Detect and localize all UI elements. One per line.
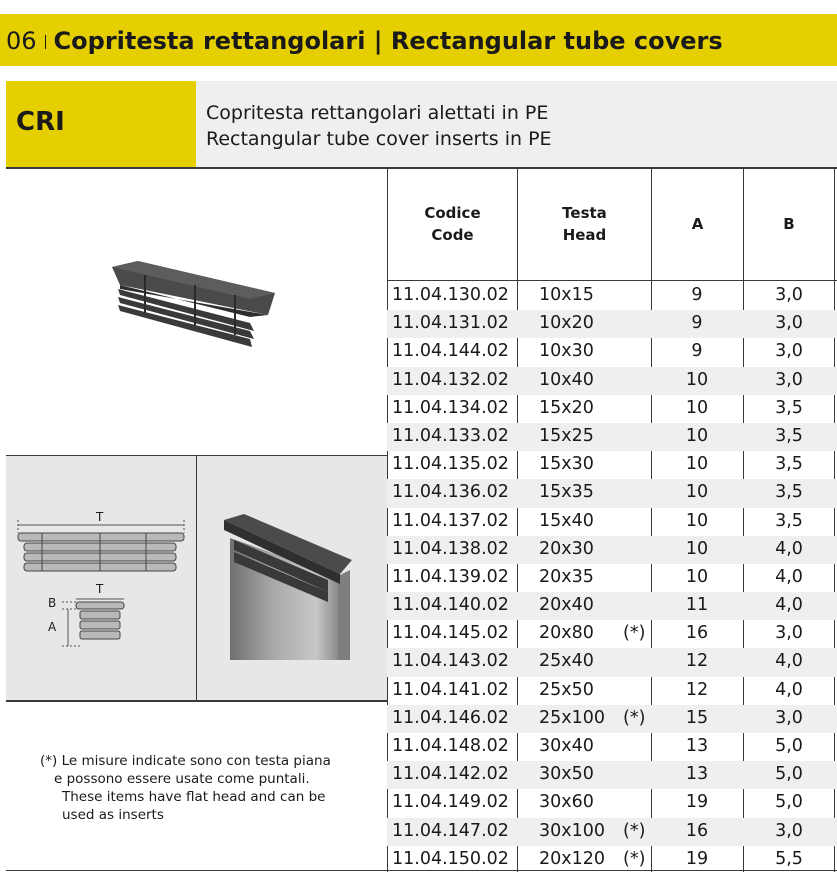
- cell-a: 16: [685, 623, 709, 644]
- cell-head: 30x40: [539, 736, 594, 756]
- table-row: [387, 818, 837, 846]
- footnote: [40, 752, 360, 824]
- table-row: [387, 648, 837, 676]
- cell-head: 10x15: [539, 285, 594, 305]
- table-row: [387, 479, 837, 507]
- cell-b: 4,0: [775, 595, 803, 616]
- header-bottom-rule: [387, 280, 837, 281]
- cell-head: 10x40: [539, 369, 594, 390]
- table-row: [387, 367, 837, 395]
- cell-head: 20x35: [539, 566, 594, 587]
- table-row: [387, 536, 837, 564]
- footnote-line-4: used as inserts: [62, 807, 164, 823]
- cell-b: 3,0: [775, 341, 803, 362]
- cell-a: 10: [685, 397, 709, 418]
- cell-code: 11.04.134.02: [392, 397, 509, 418]
- table-row: [387, 620, 837, 648]
- cell-b: 3,5: [775, 425, 803, 446]
- cell-head: 20x80: [539, 623, 594, 644]
- table-body: [387, 282, 837, 874]
- cell-a: 9: [691, 341, 703, 362]
- technical-drawing: [6, 505, 196, 655]
- cell-b: 5,0: [775, 792, 803, 813]
- footnote-line-2: e possono essere usate come puntali.: [54, 771, 310, 787]
- cell-b: 3,5: [775, 397, 803, 418]
- table-row: [387, 423, 837, 451]
- header-a: A: [691, 215, 704, 233]
- cell-b: 3,0: [775, 623, 803, 644]
- cell-code: 11.04.143.02: [392, 651, 509, 672]
- cell-a: 9: [691, 285, 703, 305]
- cell-head: 25x50: [539, 679, 594, 700]
- header-head: [518, 168, 651, 280]
- cell-flat-head-mark: (*): [623, 707, 646, 728]
- cell-b: 3,0: [775, 820, 803, 841]
- cell-a: 15: [685, 707, 709, 728]
- cell-b: 5,5: [775, 848, 803, 869]
- drawing-divider: [196, 455, 197, 701]
- footnote-line-3: These items have flat head and can be: [62, 789, 326, 805]
- cell-code: 11.04.136.02: [392, 482, 509, 503]
- table-row: [387, 677, 837, 705]
- cell-a: 10: [685, 538, 709, 559]
- header-code-en: Code: [431, 226, 474, 244]
- cell-code: 11.04.148.02: [392, 736, 509, 756]
- cell-code: 11.04.144.02: [392, 341, 509, 362]
- cell-b: 3,5: [775, 482, 803, 503]
- table-row: [387, 789, 837, 817]
- cell-b: 4,0: [775, 679, 803, 700]
- cell-head: 20x30: [539, 538, 594, 559]
- section-heading: Copritesta rettangolari | Rectangular tube covers: [53, 27, 723, 55]
- cell-a: 10: [685, 454, 709, 475]
- cell-a: 10: [685, 482, 709, 503]
- cell-head: 20x40: [539, 595, 594, 616]
- product-code-box: [6, 81, 196, 167]
- header-b: B: [783, 215, 795, 233]
- cell-a: 12: [685, 651, 709, 672]
- table-row: [387, 395, 837, 423]
- cell-code: 11.04.147.02: [392, 820, 509, 841]
- cell-b: 5,0: [775, 736, 803, 756]
- cell-b: 4,0: [775, 651, 803, 672]
- product-description: [206, 100, 552, 152]
- section-banner: [0, 14, 837, 66]
- table-row: [387, 310, 837, 338]
- header-head-en: Head: [562, 226, 607, 244]
- cell-a: 13: [685, 736, 709, 756]
- cell-code: 11.04.130.02: [392, 285, 509, 305]
- table-row: [387, 338, 837, 366]
- dimension-label-t-top: T: [96, 510, 104, 524]
- cell-code: 11.04.141.02: [392, 679, 509, 700]
- product-photo-top: [100, 255, 290, 355]
- footnote-line-1: (*) Le misure indicate sono con testa piana: [40, 753, 331, 769]
- cell-a: 10: [685, 369, 709, 390]
- section-number: 06: [6, 27, 37, 55]
- cell-code: 11.04.135.02: [392, 454, 509, 475]
- cell-head: 25x40: [539, 651, 594, 672]
- panel-bottom-rule: [6, 700, 387, 701]
- cell-head: 15x30: [539, 454, 594, 475]
- cell-code: 11.04.145.02: [392, 623, 509, 644]
- cell-code: 11.04.149.02: [392, 792, 509, 813]
- description-italian: Copritesta rettangolari alettati in PE: [206, 102, 549, 124]
- cell-code: 11.04.150.02: [392, 848, 509, 869]
- cell-head: 30x60: [539, 792, 594, 813]
- cell-code: 11.04.133.02: [392, 425, 509, 446]
- cell-a: 19: [685, 792, 709, 813]
- header-head-it: Testa: [562, 204, 607, 222]
- cell-a: 10: [685, 425, 709, 446]
- table-row: [387, 592, 837, 620]
- cell-b: 3,0: [775, 707, 803, 728]
- cell-head: 30x100: [539, 820, 606, 841]
- cell-head: 15x25: [539, 425, 594, 446]
- product-photo-installed: [210, 510, 370, 660]
- cell-head: 15x20: [539, 397, 594, 418]
- cell-b: 5,0: [775, 764, 803, 785]
- cell-b: 3,5: [775, 510, 803, 531]
- cell-flat-head-mark: (*): [623, 623, 646, 644]
- cell-a: 9: [691, 313, 703, 334]
- dimension-label-b: B: [48, 596, 57, 610]
- cell-head: 15x40: [539, 510, 594, 531]
- cell-code: 11.04.139.02: [392, 566, 509, 587]
- table-row: [387, 508, 837, 536]
- title-separator: [45, 35, 46, 49]
- cell-head: 15x35: [539, 482, 594, 503]
- cell-a: 10: [685, 510, 709, 531]
- header-code: [388, 168, 517, 280]
- table-row: [387, 282, 837, 310]
- table-row: [387, 451, 837, 479]
- cell-code: 11.04.137.02: [392, 510, 509, 531]
- table-row: [387, 564, 837, 592]
- cell-head: 25x100: [539, 707, 606, 728]
- cell-code: 11.04.146.02: [392, 707, 509, 728]
- cell-a: 12: [685, 679, 709, 700]
- cell-code: 11.04.131.02: [392, 313, 509, 334]
- description-english: Rectangular tube cover inserts in PE: [206, 128, 552, 150]
- table-row: [387, 846, 837, 874]
- cell-head: 10x20: [539, 313, 594, 334]
- cell-flat-head-mark: (*): [623, 848, 646, 869]
- header-code-it: Codice: [424, 204, 481, 222]
- product-code: CRI: [16, 107, 65, 137]
- cell-a: 11: [685, 595, 709, 616]
- cell-head: 30x50: [539, 764, 594, 785]
- table-row: [387, 705, 837, 733]
- table-row: [387, 733, 837, 761]
- product-header: [6, 81, 837, 167]
- cell-flat-head-mark: (*): [623, 820, 646, 841]
- table-row: [387, 761, 837, 789]
- cell-code: 11.04.138.02: [392, 538, 509, 559]
- cell-b: 3,0: [775, 369, 803, 390]
- cell-code: 11.04.132.02: [392, 369, 509, 390]
- cell-b: 4,0: [775, 538, 803, 559]
- cell-a: 16: [685, 820, 709, 841]
- cell-a: 13: [685, 764, 709, 785]
- cell-a: 10: [685, 566, 709, 587]
- cell-head: 10x30: [539, 341, 594, 362]
- cell-a: 19: [685, 848, 709, 869]
- section-title: [6, 26, 723, 56]
- cell-b: 4,0: [775, 566, 803, 587]
- cell-head: 20x120: [539, 848, 606, 869]
- cell-code: 11.04.140.02: [392, 595, 509, 616]
- cell-b: 3,0: [775, 313, 803, 334]
- dimension-label-a: A: [48, 620, 57, 634]
- dimension-label-t: T: [96, 582, 104, 596]
- cell-code: 11.04.142.02: [392, 764, 509, 785]
- cell-b: 3,5: [775, 454, 803, 475]
- cell-b: 3,0: [775, 285, 803, 305]
